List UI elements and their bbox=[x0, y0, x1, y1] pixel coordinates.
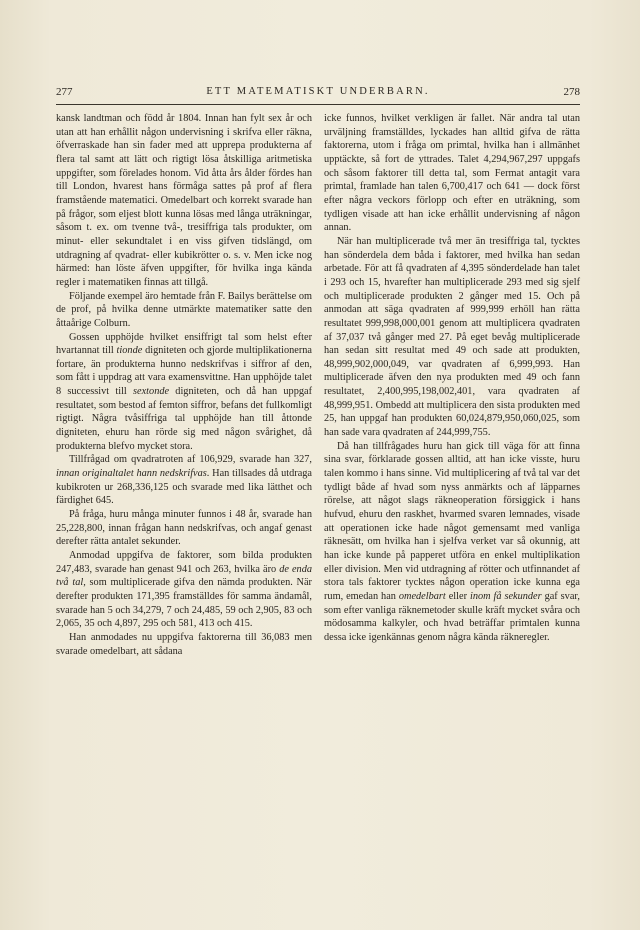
running-header bbox=[56, 86, 580, 102]
right-column bbox=[324, 112, 580, 645]
emphasis: innan originaltalet hann nedskrifvas bbox=[56, 468, 207, 480]
emphasis: sextonde bbox=[133, 386, 170, 398]
page-number-right: 278 bbox=[563, 86, 580, 98]
paragraph: När han multiplicerade två mer än tresiffriga tal, tycktes han sönderdela dem båda i faktorer, med hvilka han sedan arbetade. För att få qvadraten af 4,395 sönderdelade han talet i 293 och 15, hvarefter han multiplicerade 293 med sig sjelf och multiplicerade produkten 2 gånger med 15. Och på anmodan att säga qvadraten af 999,999 erhöll han rätta resultatet 999,998,000,001 genom att multiplicera qvadraten af 37,037 två gånger med 27. På eget bevåg multiplicerade han sedan sitt resultat med 49 och sade att produkten, 48,999,902,000,049, var qvadraten af 6,999,993. Han multiplicerade äfven den nya produkten med 49 och fann resultatet, 2,400,995,198,002,401, vara qvadraten af 48,999,951. Ombedd att multiplicera den sista produkten med 25, han uppgaf han produkten 60,024,879,950,060,025, som han sade vara qvadraten af 244,999,755. bbox=[324, 235, 580, 439]
paragraph: Då han tillfrågades huru han gick till väga för att finna sina svar, förklarade gossen alltid, att han icke visste, huru talen kommo i hans sinne. Vid multiplicering af två tal var det tydligt både af hvad som nyss anmärkts och af läpparnes rörelse, att något slags räkneoperation försiggick i hans hufvud, ehuru den raskhet, hvarmed svaren lemnades, visade att operationen icke hade något gemensamt med vanliga räknesätt, om hvilka han i sjelfva verket var så okunnig, att han icke kunde på papperet utföra en enkel multiplikation eller division. Men vid utdragning af rötter och utfinnandet af stora tals faktorer tycktes någon operation icke kunna ega rum, emedan han omedelbart eller inom få sekunder gaf svar, som efter vanliga räknemetoder skulle kräft mycket svåra och mödosamma kalkyler, och hvad beträffar primtalen kunna dessa icke igenkännas genom några kända räkneregler. bbox=[324, 440, 580, 643]
running-title: ETT MATEMATISKT UNDERBARN. bbox=[206, 86, 430, 97]
emphasis: omedelbart bbox=[398, 590, 446, 602]
paragraph: Han anmodades nu uppgifva faktorerna till 36,083 men svarade omedelbart, att sådana bbox=[56, 631, 312, 657]
paragraph: Gossen upphöjde hvilket ensiffrigt tal som helst efter hvartannat till tionde digniteten och gjorde multiplikationerna fortare, än produkterna hunno nedskrifvas i siffror af den, som fått i uppdrag att vara examensvittne. Han upphöjde talet 8 successivt till sextonde digniteten, och då han uppgaf resultatet, som bestod af femton siffror, befans det fullkomligt rigtigt. Några tvåsiffriga tal upphöjde han till åttonde digniteten, ehuru han rörde sig med någon svårighet, då produkterna blefvo mycket stora. bbox=[56, 331, 312, 452]
paragraph: Följande exempel äro hemtade från F. Bailys berättelse om de prof, på hvilka denne utmärkte matematiker satte den åttaårige Colburn. bbox=[56, 290, 312, 329]
emphasis: tionde bbox=[116, 345, 143, 357]
page-number-left: 277 bbox=[56, 86, 73, 98]
paragraph: kansk landtman och född år 1804. Innan han fylt sex år och utan att han erhållit någon undervisning i skrifva eller räkna, öfverraskade han sin fader med att upprepa produkterna af flera tal samt att lätt och rigtigt lösa åtskilliga aritmetiska uppgifter, som förelades honom. Vid åtta års ålder fördes han till London, hvarest hans förmåga sattes på prof af flera framstående matematici. Omedelbart och korrekt svarade han på frågor, som eljest blott kunna lösas med långa uträkningar, såsom t. ex. om tvenne två-, tresiffriga tals produkter, om minut- eller sekundtalet i en viss gifven tidslängd, om utdragning af qvadrat- eller kubikrötter o. s. v. Men icke nog härmed: han löste äfven uppgifter, för hvilka inga kända regler i matematiken finnas att tillgå. bbox=[56, 113, 312, 288]
emphasis: inom få sekunder bbox=[469, 590, 542, 602]
paragraph: Tillfrågad om qvadratroten af 106,929, svarade han 327, innan originaltalet hann nedskrifvas. Han tillsades då utdraga kubikroten ur 268,336,125 och svarade med lika lätthet och färdighet 645. bbox=[56, 454, 313, 507]
left-column bbox=[56, 112, 312, 658]
paragraph: icke funnos, hvilket verkligen är fallet. När andra tal utan urväljning framställdes, lyckades han alltid gifva de rätta faktorerna, utom i fråga om primtal, hvilka han i allmänhet upptäckte, så fort de yttrades. Talet 4,294,967,297 uppgafs och såsom faktorer till detta tal, som Fermat antagit vara primtal, framlade han talen 6,700,417 och 641 — dock först efter några veckors förlopp och efter en uträkning, som tydligen visade att han icke erhållit undervisning af någon annan. bbox=[324, 113, 580, 234]
emphasis: de enda två tal bbox=[56, 563, 312, 589]
header-rule bbox=[56, 104, 580, 105]
paragraph: På fråga, huru många minuter funnos i 48 år, svarade han 25,228,800, innan frågan hann nedskrifvas, och angaf genast derefter rätta antalet sekunder. bbox=[56, 509, 312, 548]
paragraph: Anmodad uppgifva de faktorer, som bilda produkten 247,483, svarade han genast 941 och 263, hvilka äro de enda två tal, som multiplicerade gifva den nämda produkten. När derefter produkten 171,395 framställdes för samma ändamål, svarade han 5 och 34,279, 7 och 24,485, 59 och 2,905, 83 och 2,065, 35 och 4,897, 295 och 581, 413 och 415. bbox=[56, 550, 312, 630]
